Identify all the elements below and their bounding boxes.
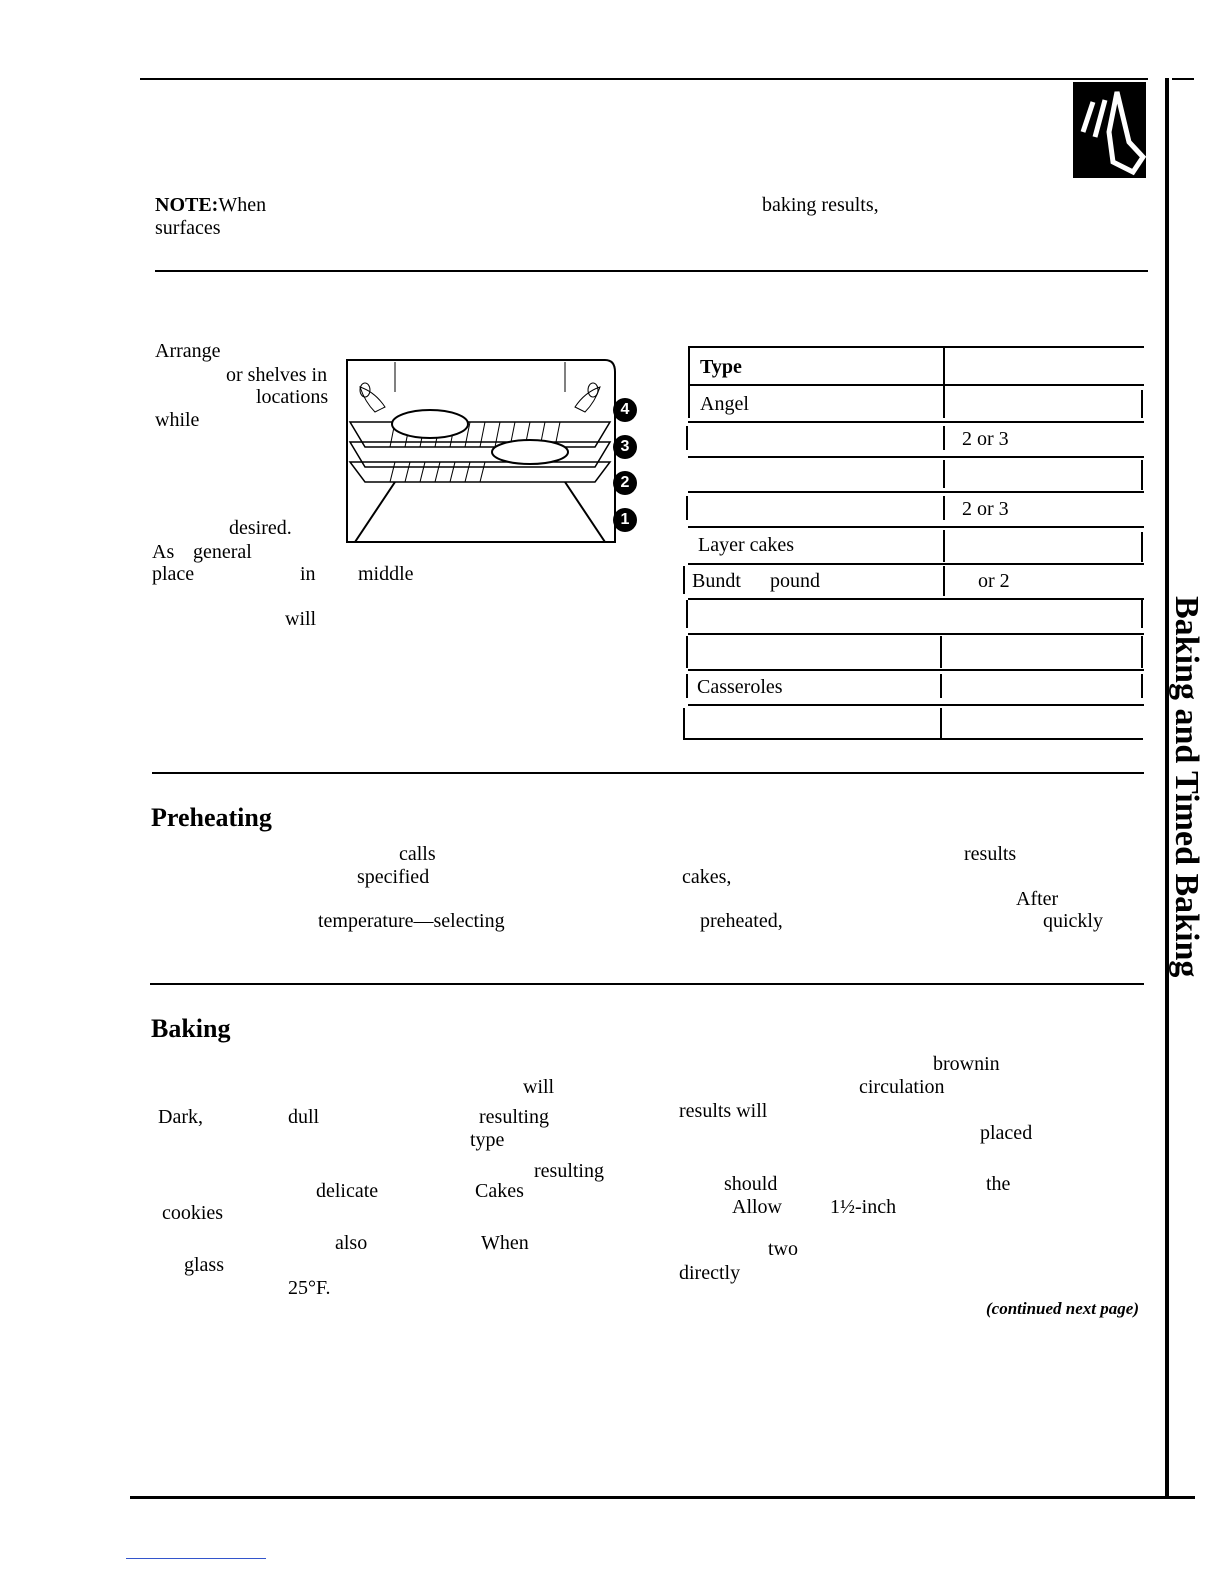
shelf-text-desired: desired. <box>229 517 292 539</box>
table-vline <box>683 708 685 740</box>
shelf-text-arrange: Arrange <box>155 340 221 362</box>
table-vline <box>943 566 945 596</box>
baking-word-the: the <box>986 1173 1011 1195</box>
table-vline <box>683 566 685 594</box>
table-vline <box>686 674 688 698</box>
baking-word-delicate: delicate <box>316 1180 379 1202</box>
table-line <box>688 456 1144 458</box>
shelf-text-locations: locations <box>256 386 329 408</box>
baking-word-allow: Allow <box>732 1196 782 1218</box>
shelf-text-in: in <box>300 563 316 585</box>
preheating-word-results: results <box>964 843 1017 865</box>
baking-word-also: also <box>335 1232 368 1254</box>
shelf-number-4: 4 <box>613 398 637 422</box>
table-vline <box>1141 674 1143 698</box>
table-header-type: Type <box>700 356 742 378</box>
shelf-text-place: place <box>152 563 195 585</box>
shelf-number-1: 1 <box>613 508 637 532</box>
table-cell-2or3-a: 2 or 3 <box>962 428 1009 450</box>
shelf-text-shelves: or shelves in <box>226 364 328 386</box>
note-word-surfaces: surfaces <box>155 217 221 239</box>
shelf-text-will: will <box>285 608 317 630</box>
baking-word-glass: glass <box>184 1254 224 1276</box>
table-vline <box>1141 460 1143 490</box>
table-line <box>688 598 1144 600</box>
preheating-word-specified: specified <box>357 866 430 888</box>
baking-word-resulting-b: resulting <box>534 1160 604 1182</box>
table-vline <box>940 674 942 698</box>
table-vline <box>686 496 688 520</box>
baking-word-placed: placed <box>980 1122 1033 1144</box>
table-line <box>688 633 1144 635</box>
table-vline <box>943 426 945 450</box>
table-vline <box>943 346 945 418</box>
table-line <box>688 669 1144 671</box>
bottom-rule <box>130 1496 1195 1499</box>
preheating-word-temperature-selecting: temperature—selecting <box>318 910 505 932</box>
table-line-bottom <box>683 738 1143 740</box>
baking-word-cookies: cookies <box>162 1202 224 1224</box>
table-line <box>688 563 1144 565</box>
shelf-text-middle: middle <box>358 563 414 585</box>
baking-word-resulting-a: resulting <box>479 1106 549 1128</box>
preheating-word-preheated: preheated, <box>700 910 783 932</box>
preheating-word-cakes: cakes, <box>682 866 732 888</box>
baking-heading: Baking <box>151 1014 231 1043</box>
side-tab-baking-and-timed-baking: Baking and Timed Baking <box>1168 596 1205 978</box>
section-rule-3 <box>150 983 1144 985</box>
shelf-text-general: general <box>193 541 252 563</box>
top-rule <box>140 78 1148 80</box>
hand-icon <box>1073 82 1146 178</box>
table-vline <box>1141 600 1143 628</box>
shelf-number-2: 2 <box>613 471 637 495</box>
table-line <box>688 526 1144 528</box>
baking-word-results-will: results will <box>679 1100 768 1122</box>
preheating-word-calls: calls <box>399 843 436 865</box>
footer-link-underline <box>126 1558 266 1559</box>
baking-word-two: two <box>768 1238 798 1260</box>
table-vline <box>940 708 942 740</box>
shelf-text-as: As <box>152 541 175 563</box>
baking-word-dark: Dark, <box>158 1106 203 1128</box>
baking-word-cakes: Cakes <box>475 1180 524 1202</box>
table-vline <box>686 600 688 628</box>
baking-word-1-5-inch: 1½-inch <box>830 1196 897 1218</box>
table-vline <box>688 346 690 386</box>
table-vline <box>1141 636 1143 668</box>
table-vline <box>943 530 945 562</box>
baking-word-brownin: brownin <box>933 1053 1000 1075</box>
table-cell-2or3-b: 2 or 3 <box>962 498 1009 520</box>
table-cell-angel: Angel <box>700 393 749 415</box>
table-line <box>688 491 1144 493</box>
note-word-when: When <box>218 194 267 216</box>
baking-word-will: will <box>523 1076 555 1098</box>
baking-word-25f: 25°F. <box>288 1277 331 1299</box>
table-vline <box>940 636 942 668</box>
section-rule-2 <box>152 772 1144 774</box>
top-rule-right <box>1172 78 1194 80</box>
preheating-word-quickly: quickly <box>1043 910 1103 932</box>
table-cell-bundt: Bundt <box>692 570 741 592</box>
baking-word-dull: dull <box>288 1106 320 1128</box>
baking-word-should: should <box>724 1173 778 1195</box>
table-vline <box>686 636 688 668</box>
note-word-baking-results: baking results, <box>762 194 879 216</box>
continued-next-page: (continued next page) <box>986 1299 1139 1318</box>
shelf-text-while: while <box>155 409 200 431</box>
table-line <box>688 704 1144 706</box>
preheating-word-after: After <box>1016 888 1059 910</box>
note-text <box>155 194 266 216</box>
table-cell-casseroles: Casseroles <box>697 676 783 698</box>
table-vline <box>943 496 945 520</box>
table-line <box>688 384 1144 386</box>
table-vline <box>943 460 945 488</box>
table-vline <box>1141 532 1143 562</box>
baking-word-circulation: circulation <box>859 1076 945 1098</box>
section-rule-1 <box>155 270 1148 272</box>
table-cell-pound: pound <box>770 570 820 592</box>
table-cell-layer-cakes: Layer cakes <box>698 534 795 556</box>
table-vline <box>1141 390 1143 418</box>
baking-word-type: type <box>470 1129 505 1151</box>
oven-shelf-illustration <box>335 352 655 552</box>
table-line <box>688 421 1144 423</box>
baking-word-when: When <box>481 1232 529 1254</box>
preheating-heading: Preheating <box>151 803 272 832</box>
table-cell-or2: or 2 <box>978 570 1010 592</box>
table-line-top <box>688 346 1144 348</box>
table-vline <box>688 386 690 418</box>
note-lead: NOTE: <box>155 194 219 216</box>
table-vline <box>686 426 688 450</box>
baking-word-directly: directly <box>679 1262 741 1284</box>
shelf-number-3: 3 <box>613 435 637 459</box>
